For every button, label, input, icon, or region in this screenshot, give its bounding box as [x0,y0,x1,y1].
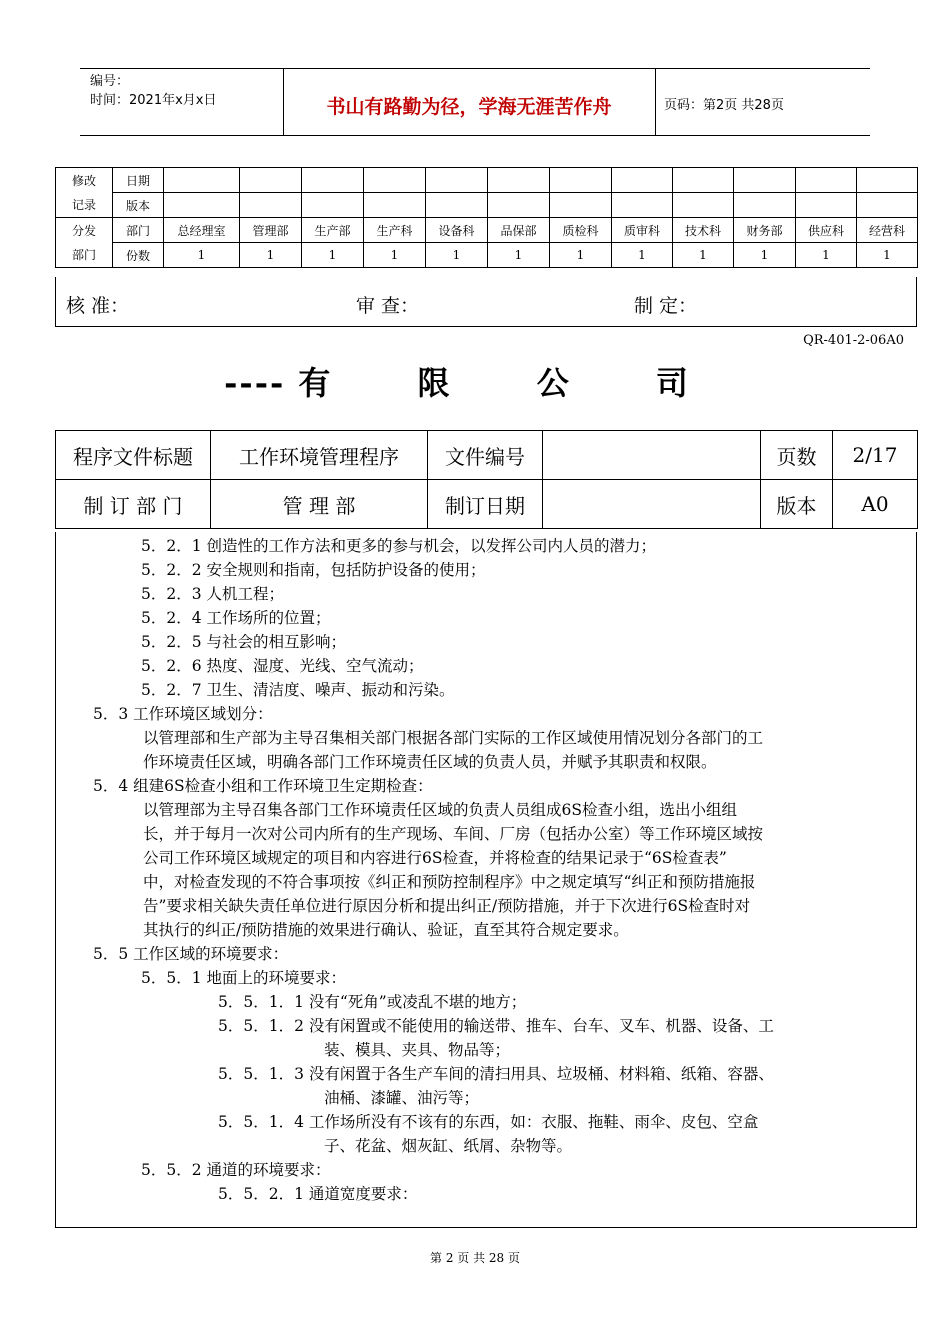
body-line: 5．5．2．1 通道宽度要求： [218,1185,418,1203]
body-line: 油桶、漆罐、油污等； [324,1089,480,1107]
body-line: 作环境责任区域，明确各部门工作环境责任区域的负责人员，并赋予其职责和权限。 [143,753,717,771]
distribution-label-1: 分发 [56,218,113,243]
copies-cell: 1 [488,243,550,268]
department-cell: 总经理室 [164,218,240,243]
department-row [56,218,918,243]
body-line: 公司工作环境区域规定的项目和内容进行6S检查，并将检查的结果记录于“6S检查表” [143,849,727,867]
copies-cell: 1 [302,243,364,268]
docno-value [543,431,761,480]
body-line: 子、花盆、烟灰缸、纸屑、杂物等。 [324,1137,573,1155]
company-prefix: ---- [224,364,286,402]
date-label: 日期 [113,168,164,193]
copies-cell: 1 [550,243,612,268]
department-cell: 质检科 [550,218,612,243]
dept-label: 制 订 部 门 [56,480,211,529]
copies-cell: 1 [673,243,734,268]
date-label: 制订日期 [428,480,543,529]
body-line: 5．2．7 卫生、清洁度、噪声、振动和污染。 [141,681,455,699]
department-cell: 管理部 [240,218,302,243]
body-line: 5．5．1 地面上的环境要求： [141,969,347,987]
body-line: 5．2．2 安全规则和指南，包括防护设备的使用； [141,561,486,579]
copies-row [56,243,918,268]
pages-label: 页数 [761,431,833,480]
body-line: 中，对检查发现的不符合事项按《纠正和预防控制程序》中之规定填写“纠正和预防措施报 [143,873,756,891]
body-line: 5．5．1．2 没有闲置或不能使用的输送带、推车、台车、叉车、机器、设备、工 [218,1017,774,1035]
copies-cell: 1 [164,243,240,268]
version-label: 版本 [113,193,164,218]
department-cell: 生产科 [364,218,426,243]
header-top-rule [80,68,870,69]
docno-label: 文件编号 [428,431,543,480]
body-line: 以管理部为主导召集各部门工作环境责任区域的负责人员组成6S检查小组，选出小组组 [143,801,737,819]
department-cell: 技术科 [673,218,734,243]
copies-cell: 1 [612,243,673,268]
section-heading: 5．3 工作环境区域划分： [93,705,273,723]
prepare-label: 制 定： [634,295,698,317]
section-heading: 5．4 组建6S检查小组和工作环境卫生定期检查： [93,777,433,795]
header-divider [655,68,656,135]
copies-cell: 1 [426,243,488,268]
copies-cell: 1 [240,243,302,268]
approve-label: 核 准： [66,295,130,317]
title-value: 工作环境管理程序 [211,431,428,480]
copies-cell: 1 [857,243,918,268]
copies-cell: 1 [734,243,796,268]
approval-row [55,277,917,327]
date-value [543,480,761,529]
section-heading: 5．5 工作区域的环境要求： [93,945,289,963]
department-cell: 生产部 [302,218,364,243]
department-cell: 设备科 [426,218,488,243]
body-content [55,532,917,1228]
copies-label: 份数 [113,243,164,268]
header-meta [90,72,216,110]
version-label: 版本 [761,480,833,529]
header-bottom-rule [80,135,870,136]
body-line: 长，并于每月一次对公司内所有的生产现场、车间、厂房（包括办公室）等工作环境区域按 [143,825,764,843]
department-cell: 供应科 [796,218,857,243]
distribution-label-2: 部门 [56,243,113,268]
company-title [0,358,950,404]
time-label: 时间：2021年x月x日 [90,93,217,108]
motto: 书山有路勤为径，学海无涯苦作舟 [326,96,612,118]
dept-value: 管 理 部 [211,480,428,529]
body-line: 5．5．1．3 没有闲置于各生产车间的清扫用具、垃圾桶、材料箱、纸箱、容器、 [218,1065,774,1083]
body-line: 5．2．5 与社会的相互影响； [141,633,347,651]
body-line: 5．5．1．4 工作场所没有不该有的东西，如：衣服、拖鞋、雨伞、皮包、空盒 [218,1113,759,1131]
revision-label-1: 修改 [56,168,113,193]
body-line: 5．5．2 通道的环境要求： [141,1161,331,1179]
department-label: 部门 [113,218,164,243]
title-label: 程序文件标题 [56,431,211,480]
body-line: 5．2．3 人机工程； [141,585,285,603]
body-line: 以管理部和生产部为主导召集相关部门根据各部门实际的工作区域使用情况划分各部门的工 [143,729,764,747]
page-code: 页码：第2页 共28页 [664,98,784,113]
review-label: 审 查： [356,295,420,317]
body-line: 告”要求相关缺失责任单位进行原因分析和提出纠正/预防措施，并于下次进行6S检查时对 [143,897,751,915]
body-line: 5．5．1．1 没有“死角”或凌乱不堪的地方； [218,993,527,1011]
department-cell: 经营科 [857,218,918,243]
department-cell: 财务部 [734,218,796,243]
copies-cell: 1 [364,243,426,268]
copies-cell: 1 [796,243,857,268]
body-line: 5．2．1 创造性的工作方法和更多的参与机会，以发挥公司内人员的潜力； [141,537,657,555]
document-info-table [55,430,918,529]
body-line: 装、模具、夹具、物品等； [324,1041,511,1059]
revision-label-2: 记录 [56,193,113,218]
form-code: QR-401-2-06A0 [803,333,904,348]
body-line: 5．2．6 热度、湿度、光线、空气流动； [141,657,424,675]
pages-value: 2/17 [833,431,918,480]
body-line: 5．2．4 工作场所的位置； [141,609,331,627]
body-line: 其执行的纠正/预防措施的效果进行确认、验证，直至其符合规定要求。 [143,921,629,939]
revision-distribution-table [55,167,918,268]
department-cell: 品保部 [488,218,550,243]
version-value: A0 [833,480,918,529]
page-footer: 第 2 页 共 28 页 [430,1251,520,1265]
number-label: 编号： [90,74,130,89]
company-name: 有 限 公 司 [298,364,726,402]
department-cell: 质审科 [612,218,673,243]
